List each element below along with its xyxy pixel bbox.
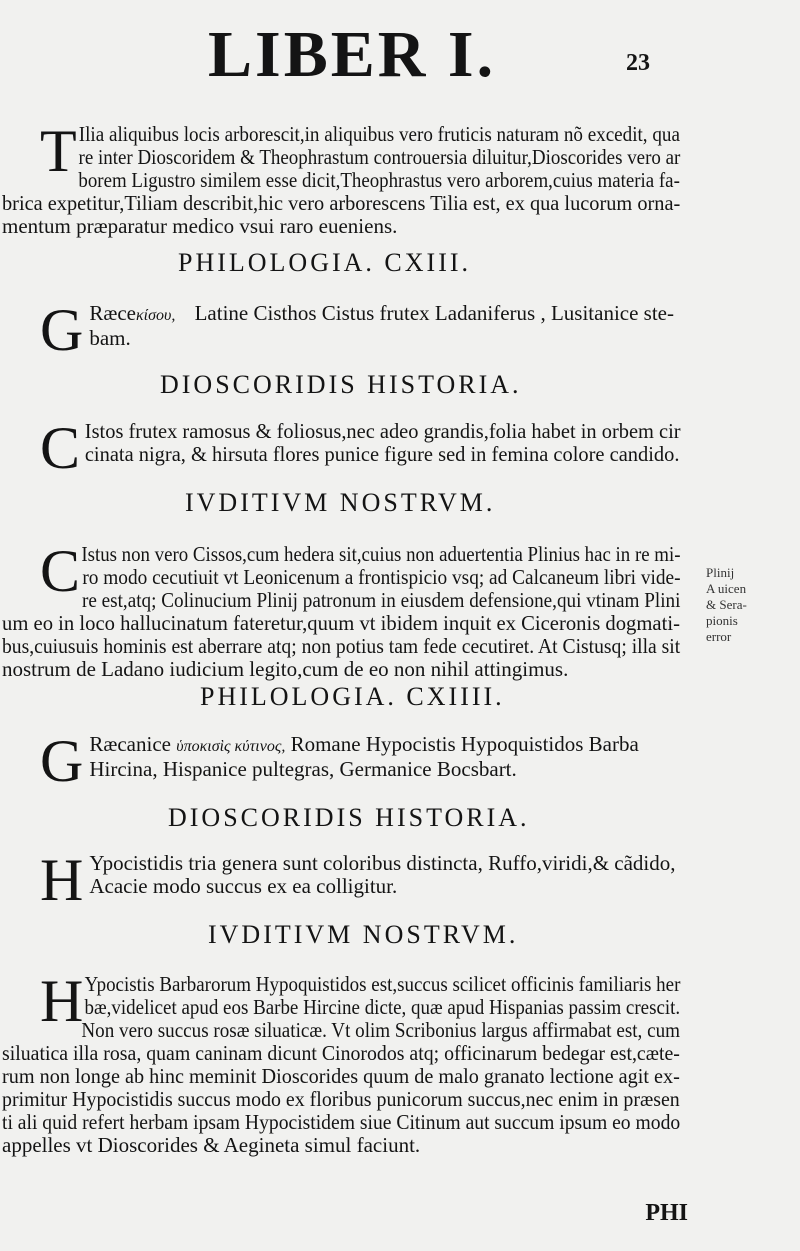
page-number: 23 (626, 50, 650, 76)
drop-cap: H (40, 847, 84, 913)
text-line: Ilia aliquibus locis arborescit,in aliquibus vero fruticis naturam nõ excedit, qua (78, 122, 680, 146)
paragraph-iuditium-cistus (2, 538, 681, 681)
text-line: bæ,videlicet apud eos Barbe Hircine dicte, quæ apud Hispanias passim crescit. (84, 995, 681, 1019)
drop-cap: C (40, 415, 81, 481)
section-heading: DIOSCORIDIS HISTORIA. (168, 803, 530, 832)
margin-note: Plinij A uicen & Sera- pionis error (706, 565, 747, 644)
drop-cap: C (40, 538, 81, 604)
text-line: Ræcanice ὑποκισὶς κύτινος, Romane Hypocistis Hypoquistidos Barba (89, 732, 639, 756)
section-heading: IVDITIVM NOSTRVM. (208, 920, 519, 949)
drop-cap: G (40, 297, 84, 363)
paragraph-philologia-cxiii (40, 297, 680, 363)
section-heading: PHILOLOGIA. CXIII. (178, 248, 472, 277)
text-line: Hircina, Hispanice pultegras, Germanice Bocsbart. (89, 757, 517, 781)
paragraph-dioscoridis-cistus (40, 415, 681, 481)
text-line: nostrum de Ladano iudicium legito,cum de eo non nihil attingimus. (2, 657, 569, 681)
text-line: cinata nigra, & hirsuta flores punice figure sed in femina colore candido. (84, 442, 680, 466)
drop-cap: H (40, 968, 84, 1034)
text-line: brica expetitur,Tiliam describit,hic vero arborescens Tilia est, ex qua lucorum orna- (2, 191, 681, 215)
paragraph-iuditium-hypocistis (2, 968, 681, 1157)
text-line: borem Ligustro similem esse dicit,Theophrastus vero arborem,cuius materia fa- (78, 168, 680, 192)
text-line: Ræceκίσου, Latine Cisthos Cistus frutex Ladaniferus , Lusitanice ste- (89, 301, 674, 325)
text-line: mentum præparatur medico vsui raro eueniens. (2, 214, 398, 238)
text-line: bam. (89, 326, 131, 350)
drop-cap: T (40, 118, 77, 184)
paragraph-dioscoridis-hypocistis (40, 847, 680, 913)
greek-term: ὑποκισὶς κύτινος, (176, 738, 286, 755)
greek-term: κίσου, (136, 307, 176, 324)
paragraph-tilia (2, 118, 681, 238)
text-line: Non vero succus rosæ siluaticæ. Vt olim Scribonius largus affirmabat est, cum (81, 1018, 680, 1042)
paragraph-philologia-cxiiii (40, 728, 680, 794)
drop-cap: G (40, 728, 84, 794)
text-line: Istos frutex ramosus & foliosus,nec adeo grandis,folia habet in orbem cir (84, 419, 681, 443)
text-line: siluatica illa rosa, quam caninam dicunt Cinorodos atq; officinarum bedegar est,cæte- (2, 1041, 680, 1065)
running-head: LIBER I. (208, 18, 497, 91)
text-line: Acacie modo succus ex ea colligitur. (89, 874, 398, 898)
text-line: ti ali quid refert herbam ipsam Hypocistidem siue Citinum aut succum ipsum eo modo (2, 1110, 681, 1134)
text-line: bus,cuiusuis hominis est aberrare atq; non potius tam fede cecutiret. At Cistusq; illa sit (2, 634, 681, 658)
text-line: re est,atq; Colinucium Plinij patronum in eiusdem defensione,qui vtinam Plini (81, 588, 681, 612)
text-line: appelles vt Dioscorides & Aegineta simul faciunt. (2, 1133, 421, 1157)
catchword: PHI (645, 1200, 688, 1226)
text-line: re inter Dioscoridem & Theophrastum controuersia diluitur,Dioscorides vero ar (78, 145, 681, 169)
section-heading: PHILOLOGIA. CXIIII. (200, 682, 505, 711)
section-heading: IVDITIVM NOSTRVM. (185, 488, 496, 517)
text-line: rum non longe ab hinc meminit Dioscorides quum de malo granato lectione agit ex- (2, 1064, 680, 1088)
text-line: Ypocistis Barbarorum Hypoquistidos est,succus scilicet officinis familiaris her (84, 972, 681, 996)
text-line: ro modo cecutiuit vt Leonicenum a frontispicio vsq; ad Calcaneum libri vide- (82, 565, 681, 589)
section-heading: DIOSCORIDIS HISTORIA. (160, 370, 522, 399)
text-line: primitur Hypocistidis succus modo ex floribus punicorum succus,nec enim in præsen (2, 1087, 680, 1111)
text-line: um eo in loco hallucinatum fateretur,quum vt ibidem inquit ex Ciceronis dogmati- (2, 611, 680, 635)
text-line: Istus non vero Cissos,cum hedera sit,cuius non aduertentia Plinius hac in re mi- (81, 542, 681, 566)
text-line: Ypocistidis tria genera sunt coloribus distincta, Ruffo,viridi,& cãdido, (89, 851, 676, 875)
